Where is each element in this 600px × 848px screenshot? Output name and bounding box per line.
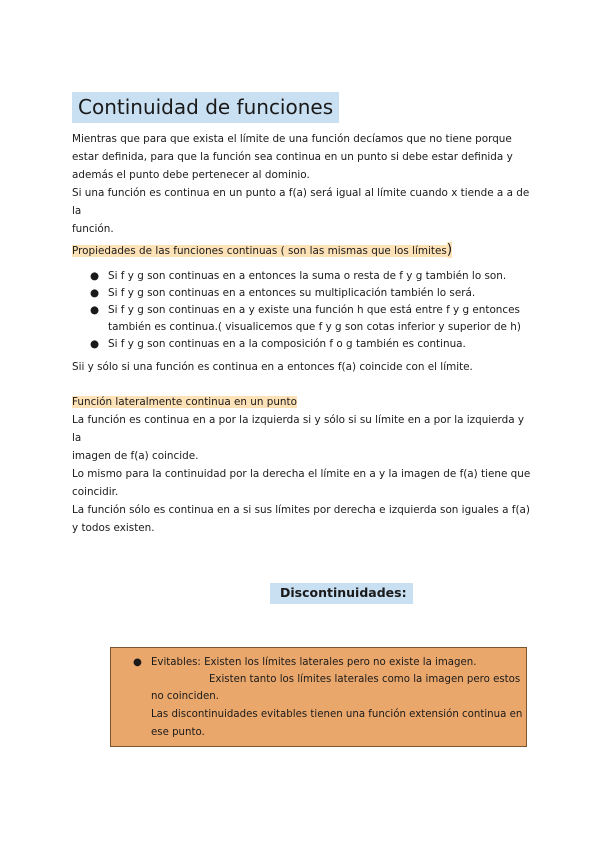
list-item-continuation: también es continua.( visualicemos que f y g son cotas inferior y superior de h)	[108, 321, 521, 333]
box-line: Evitables: Existen los límites laterales pero no existe la imagen.	[151, 657, 477, 668]
intro-line: función.	[72, 223, 114, 235]
lateral-line: y todos existen.	[72, 522, 155, 534]
lateral-heading: Función lateralmente continua en un punto	[72, 396, 297, 408]
properties-heading	[72, 242, 452, 259]
list-item: ● Si f y g son continuas en a entonces su multiplicación también lo será.	[72, 285, 534, 302]
bullet-icon: ●	[90, 304, 100, 316]
intro-line: Mientras que para que exista el límite de una función decíamos que no tiene porque	[72, 133, 512, 145]
discontinuities-box	[110, 647, 527, 747]
lateral-line: imagen de f(a) coincide.	[72, 450, 199, 462]
lateral-line: coincidir.	[72, 486, 119, 498]
properties-closing: Sii y sólo si una función es continua en a entonces f(a) coincide con el límite.	[72, 361, 473, 373]
lateral-line: La función sólo es continua en a si sus límites por derecha e izquierda son iguales a f(a)	[72, 504, 530, 516]
list-item: ● Si f y g son continuas en a entonces la suma o resta de f y g también lo son.	[72, 268, 534, 285]
page-title: Continuidad de funciones	[72, 92, 339, 123]
box-line: ese punto.	[151, 727, 205, 738]
intro-line: además el punto debe pertenecer al dominio.	[72, 169, 310, 181]
bullet-icon: ●	[133, 657, 142, 668]
bullet-icon: ●	[90, 270, 100, 282]
lateral-line: La función es continua en a por la izquierda si y sólo si su límite en a por la izquierda y la	[72, 414, 525, 444]
list-item: ● Si f y g son continuas en a la composición f o g también es continua.	[72, 336, 534, 353]
box-line: no coinciden.	[151, 691, 219, 702]
intro-line: Si una función es continua en un punto a f(a) será igual al límite cuando x tiende a a de la	[72, 187, 530, 217]
lateral-paragraph	[72, 411, 534, 537]
intro-paragraph-1	[72, 130, 534, 238]
bullet-icon: ●	[90, 287, 100, 299]
discontinuities-title: Discontinuidades:	[270, 583, 413, 604]
box-line: Las discontinuidades evitables tienen una función extensión continua en	[151, 709, 523, 720]
lateral-line: Lo mismo para la continuidad por la derecha el límite en a y la imagen de f(a) tiene que	[72, 468, 531, 480]
list-item: ● Si f y g son continuas en a y existe una función h que está entre f y g entonces	[72, 302, 534, 319]
bullet-icon: ●	[90, 338, 100, 350]
intro-line: estar definida, para que la función sea continua en un punto si debe estar definida y	[72, 151, 513, 163]
box-line: Existen tanto los límites laterales como la imagen pero estos	[209, 674, 521, 685]
properties-heading-text: Propiedades de las funciones continuas ( son las mismas que los límites	[72, 245, 447, 257]
properties-heading-paren: )	[446, 242, 453, 258]
properties-list	[72, 268, 534, 353]
